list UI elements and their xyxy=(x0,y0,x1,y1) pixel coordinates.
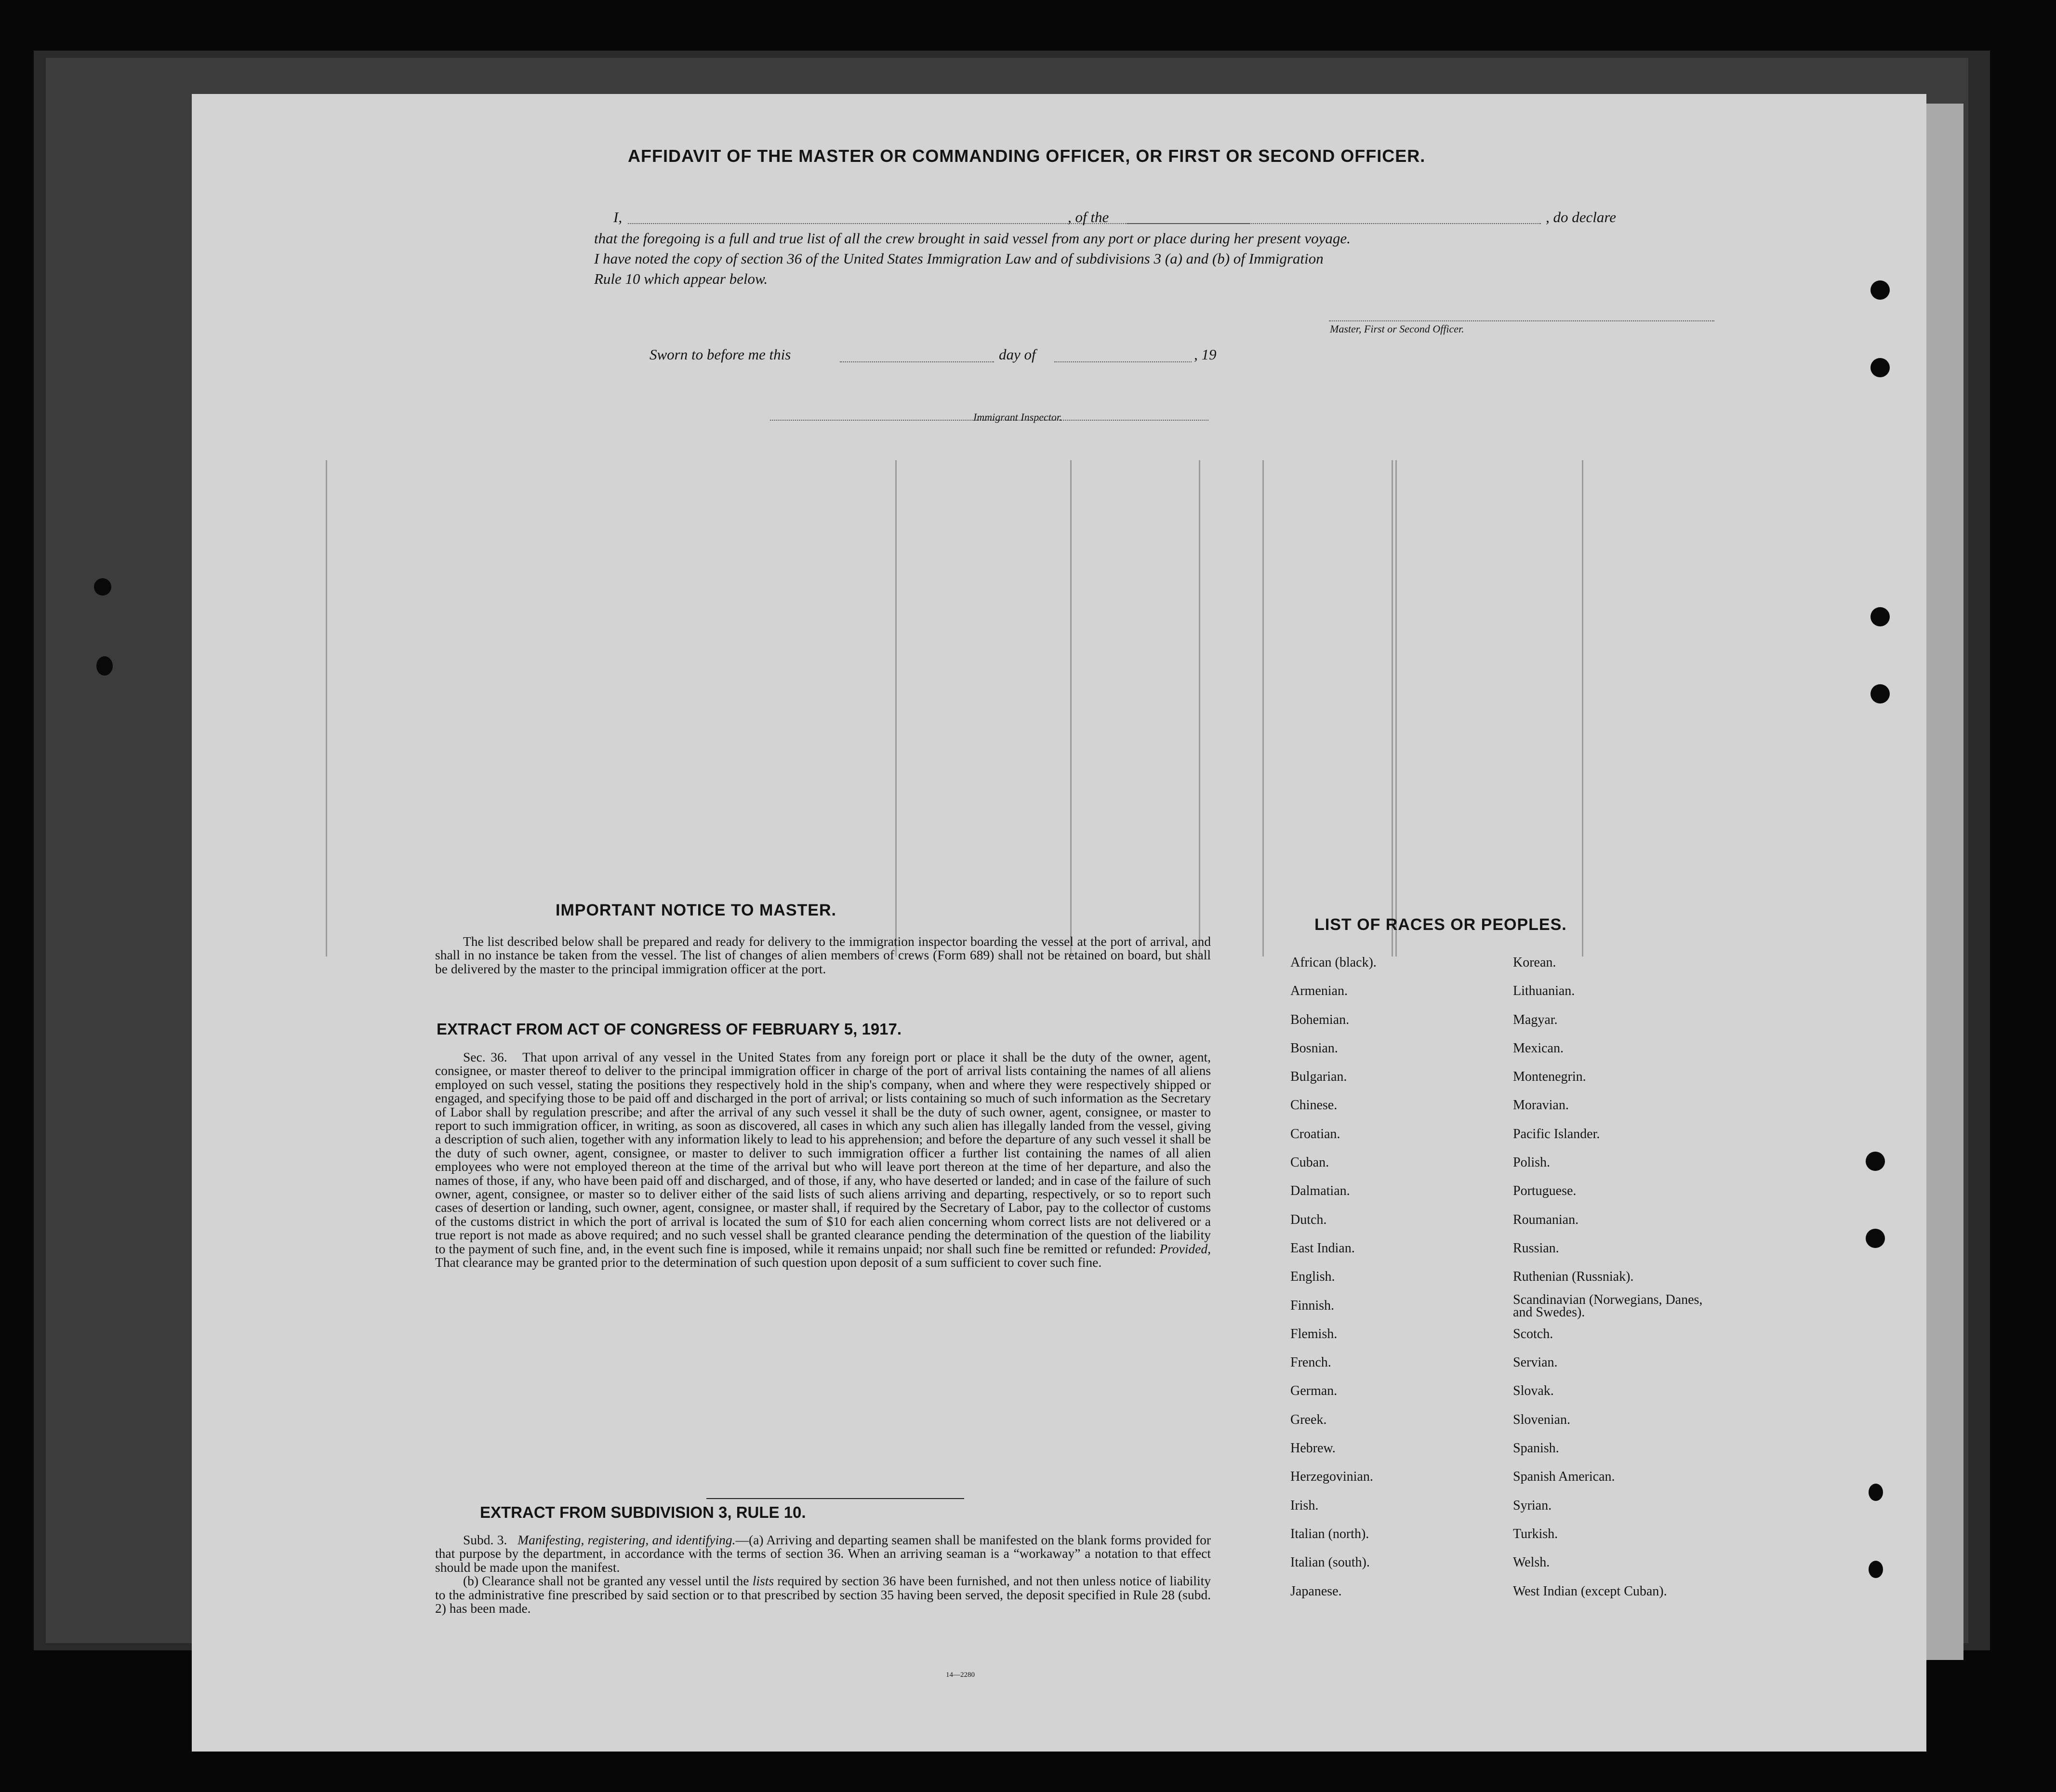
race-item: Japanese. xyxy=(1290,1583,1342,1599)
act-paragraph xyxy=(435,1050,1211,1270)
affidavit-i-label: I, xyxy=(613,209,623,226)
inspector-caption: Immigrant Inspector. xyxy=(973,411,1062,423)
year-label: , 19 xyxy=(1194,346,1217,363)
race-item: Syrian. xyxy=(1513,1498,1552,1513)
bleed-through-line xyxy=(1070,460,1072,956)
act-text: That upon arrival of any vessel in the United States from any foreign port or place it shall be the duty of the owner, agent, consignee, or master thereof to deliver to the principal immigration officer in charge of the port of arrival lists containing the names of all aliens employed on such vessel, stating the positions they respectively hold in the ship's company, when and where they were respectively shipped or engaged, and specifying those to be paid off and discharged in the port of arrival; or lists containing so much of such information as the Secretary of Labor shall by regulation prescribe; and after the arrival of any such vessel it shall be the duty of such owner, agent, consignee, or master to report to such immigration officer, in writing, as soon as discovered, all cases in which any such alien has illegally landed from the vessel, giving a description of such alien, together with any information likely to lead to his apprehension; and before the departure of any such vessel it shall be the duty of such owner, agent, consignee, or master to deliver to such immigration officer a further list containing the names of all alien employees who were not employed thereon at the time of the arrival but who will leave port thereon at the time of her departure, and also the names of those, if any, who have been paid off and discharged, and of those, if any, who have deserted or landed; and in case of the failure of such owner, agent, consignee, or master so to deliver either of the said lists of such aliens arriving and departing, respectively, or so to report such cases of desertion or landing, such owner, agent, consignee, or master shall, if required by the Secretary of Labor, pay to the collector of customs of the customs district in which the port of arrival is located the sum of $10 for each alien concerning whom correct lists are not delivered or a true report is not made as above required; and no such vessel shall be granted clearance pending the determination of the question of the liability to the payment of such fine, and, in the event such fine is imposed, while it remains unpaid; nor shall such fine be remitted or refunded: xyxy=(435,1049,1211,1256)
page-stack-edge xyxy=(1923,104,1963,1660)
race-item: Lithuanian. xyxy=(1513,983,1575,999)
race-item: English. xyxy=(1290,1269,1335,1285)
race-item: Pacific Islander. xyxy=(1513,1126,1600,1142)
race-item: Mexican. xyxy=(1513,1040,1564,1056)
race-item: Russian. xyxy=(1513,1240,1559,1256)
rule-paragraph-b xyxy=(435,1574,1211,1615)
race-item: Dalmatian. xyxy=(1290,1183,1350,1199)
race-item: Armenian. xyxy=(1290,983,1348,999)
form-number: 14—2280 xyxy=(946,1671,975,1679)
bleed-through-line xyxy=(1199,460,1200,956)
race-item: Turkish. xyxy=(1513,1526,1558,1541)
race-item: Magyar. xyxy=(1513,1012,1558,1027)
race-item: Spanish American. xyxy=(1513,1469,1615,1485)
sworn-label: Sworn to before me this xyxy=(650,346,791,363)
rule-para-b-lists: lists xyxy=(752,1573,774,1589)
bleed-through-line xyxy=(1395,460,1397,956)
race-item: Flemish. xyxy=(1290,1326,1338,1341)
race-item: Polish. xyxy=(1513,1155,1551,1170)
race-item: Montenegrin. xyxy=(1513,1069,1586,1085)
race-item: African (black). xyxy=(1290,955,1377,970)
rule-title: EXTRACT FROM SUBDIVISION 3, RULE 10. xyxy=(480,1503,806,1521)
race-item: Slovenian. xyxy=(1513,1412,1570,1427)
race-item: Cuban. xyxy=(1290,1155,1329,1170)
affidavit-title: AFFIDAVIT OF THE MASTER OR COMMANDING OFFICER, OR FIRST OR SECOND OFFICER. xyxy=(628,146,1426,166)
race-item: Irish. xyxy=(1290,1498,1319,1513)
race-item: Herzegovinian. xyxy=(1290,1469,1373,1485)
rule-paragraph-a xyxy=(435,1533,1211,1574)
race-item: Croatian. xyxy=(1290,1126,1340,1142)
section-divider xyxy=(706,1498,964,1499)
act-text-end: That clearance may be granted prior to the determination of such question upon deposit of a sum sufficient to cover such fine. xyxy=(435,1255,1102,1270)
punch-hole-left-1 xyxy=(94,578,111,596)
race-item: West Indian (except Cuban). xyxy=(1513,1583,1667,1599)
notice-title: IMPORTANT NOTICE TO MASTER. xyxy=(556,901,836,919)
race-item: Slovak. xyxy=(1513,1383,1554,1399)
master-signature-caption: Master, First or Second Officer. xyxy=(1330,323,1464,335)
race-item: Italian (south). xyxy=(1290,1555,1370,1570)
bleed-through-line xyxy=(1392,460,1393,956)
notice-paragraph: The list described below shall be prepared and ready for delivery to the immigration inspector boarding the vessel at the port of arrival, and shall in no instance be taken from the vessel. The list of changes of alien members of crews (Form 689) shall not be retained on board, but shall be delivered by the master to the principal immigration officer at the port. xyxy=(435,934,1211,976)
rule-body xyxy=(435,1533,1211,1615)
race-item: Scandinavian (Norwegians, Danes, and Swedes). xyxy=(1513,1292,1703,1320)
race-item: Scotch. xyxy=(1513,1326,1553,1341)
race-item: Ruthenian (Russniak). xyxy=(1513,1269,1634,1285)
rule-subd-heading: Manifesting, registering, and identifying. xyxy=(517,1532,736,1547)
punch-hole-right-4 xyxy=(1870,684,1890,704)
affidavit-line-4: Rule 10 which appear below. xyxy=(594,270,768,287)
act-title: EXTRACT FROM ACT OF CONGRESS OF FEBRUARY 5, 1917. xyxy=(437,1020,902,1038)
punch-hole-right-7 xyxy=(1869,1484,1883,1501)
race-item: East Indian. xyxy=(1290,1240,1355,1256)
race-item: Finnish. xyxy=(1290,1298,1335,1313)
act-provided-label: Provided, xyxy=(1159,1241,1211,1256)
affidavit-do-declare: , do declare xyxy=(1546,209,1617,226)
day-of-label: day of xyxy=(999,346,1036,363)
notice-body xyxy=(435,935,1211,976)
races-right-column xyxy=(1513,956,1725,1613)
race-item: Bohemian. xyxy=(1290,1012,1350,1027)
race-item: Greek. xyxy=(1290,1412,1327,1427)
punch-hole-right-5 xyxy=(1866,1152,1885,1171)
race-item: Servian. xyxy=(1513,1355,1558,1370)
rule-para-b-lead: (b) Clearance shall not be granted any vessel until the xyxy=(463,1573,749,1589)
race-item: Bulgarian. xyxy=(1290,1069,1347,1085)
bleed-through-line xyxy=(1582,460,1583,956)
bleed-through-line xyxy=(895,460,897,956)
rule-para-a: —(a) Arriving and departing seamen shall be manifested on the blank forms provided for that purpose by the department, in accordance with the terms of section 36. When an arriving seaman is a “workaway” a notation to that effect should be made upon the manifest. xyxy=(435,1532,1211,1575)
punch-hole-right-2 xyxy=(1870,358,1890,377)
punch-hole-right-6 xyxy=(1866,1229,1885,1248)
punch-hole-right-8 xyxy=(1869,1561,1883,1578)
race-item: Hebrew. xyxy=(1290,1441,1336,1456)
affidavit-line-3: I have noted the copy of section 36 of the United States Immigration Law and of subdivisions 3 (a) and (b) of Immigration xyxy=(594,250,1324,267)
bleed-through-line xyxy=(1262,460,1264,956)
rule-subd-label: Subd. 3. xyxy=(463,1532,507,1547)
punch-hole-right-1 xyxy=(1870,280,1890,300)
master-signature-line xyxy=(1329,320,1714,321)
race-item: Bosnian. xyxy=(1290,1040,1338,1056)
race-item: German. xyxy=(1290,1383,1338,1399)
race-item: Welsh. xyxy=(1513,1555,1550,1570)
act-body xyxy=(435,1050,1211,1270)
race-item: French. xyxy=(1290,1355,1331,1370)
races-title: LIST OF RACES OR PEOPLES. xyxy=(1314,916,1567,934)
affidavit-line-2: that the foregoing is a full and true list of all the crew brought in said vessel from any port or place during her present voyage. xyxy=(594,230,1351,247)
race-item: Roumanian. xyxy=(1513,1212,1579,1227)
act-section-label: Sec. 36. xyxy=(463,1049,507,1064)
race-item: Chinese. xyxy=(1290,1098,1338,1113)
punch-hole-right-3 xyxy=(1870,607,1890,626)
races-left-column xyxy=(1290,956,1377,1613)
race-item: Spanish. xyxy=(1513,1441,1559,1456)
affidavit-of-the-label: , of the xyxy=(1068,209,1109,226)
document-page xyxy=(192,94,1926,1752)
race-item: Moravian. xyxy=(1513,1098,1569,1113)
rule-para-b: required by section 36 have been furnished, and not then unless notice of liability to the administrative fine prescribed by said section or to that prescribed by section 35 having been served, the deposit specified in Rule 28 (subd. 2) has been made. xyxy=(435,1573,1211,1616)
bleed-through-line xyxy=(326,460,327,956)
punch-hole-left-2 xyxy=(96,656,113,676)
sworn-month-line xyxy=(1054,361,1192,362)
sworn-day-line xyxy=(840,361,994,362)
race-item: Portuguese. xyxy=(1513,1183,1577,1199)
race-item: Italian (north). xyxy=(1290,1526,1369,1541)
race-item: Dutch. xyxy=(1290,1212,1327,1227)
race-item: Korean. xyxy=(1513,955,1556,970)
affidavit-vessel-line xyxy=(1127,223,1541,224)
